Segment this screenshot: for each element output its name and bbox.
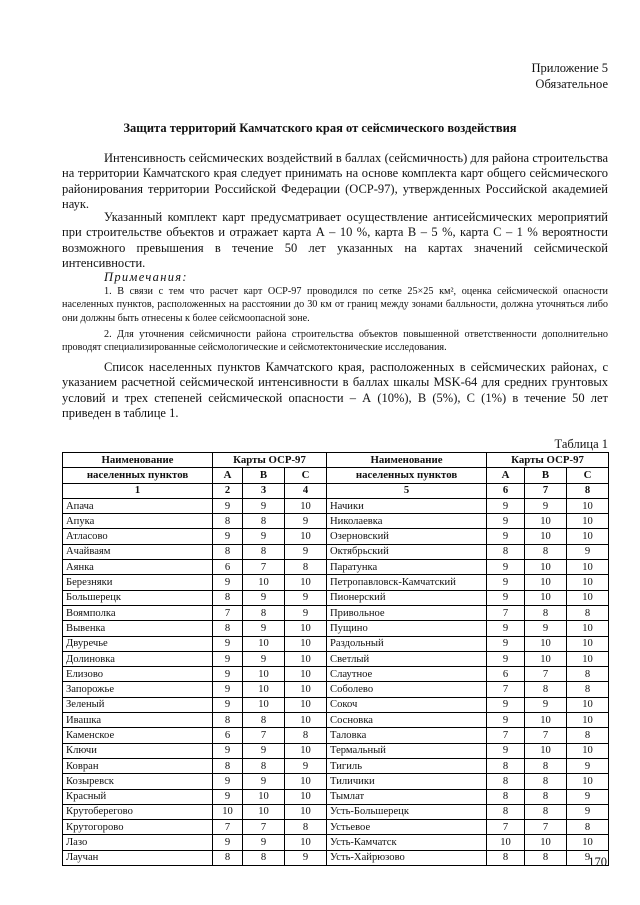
intensity-cell: 7 [487, 682, 525, 697]
settlement-name-cell: Ключи [63, 743, 213, 758]
table-row [63, 682, 609, 697]
intensity-cell: 8 [567, 728, 609, 743]
intensity-cell: 10 [525, 713, 567, 728]
intensity-cell: 10 [525, 835, 567, 850]
table-row [63, 667, 609, 682]
intensity-cell: 10 [567, 713, 609, 728]
settlement-name-cell: Тымлат [327, 789, 487, 804]
table-body [63, 483, 609, 865]
list-paragraph: Список населенных пунктов Камчатского края, расположенных в сейсмических районах, с указанием расчетной сейсмической интенсивности в баллах шкалы MSK-64 для средних грунтовых условий и трех степеней сейсмической опасности – А (10%), В (5%), С (1%) в течение 50 лет приведен в таблице 1. [62, 360, 608, 420]
intensity-cell: 10 [243, 575, 285, 590]
intensity-cell: 10 [567, 560, 609, 575]
settlement-name-cell: Ивашка [63, 713, 213, 728]
intensity-cell: 10 [243, 667, 285, 682]
table-row [63, 651, 609, 666]
intensity-cell: 9 [243, 743, 285, 758]
settlement-name-cell: Апача [63, 498, 213, 513]
settlement-name-cell: Петропавловск-Камчатский [327, 575, 487, 590]
settlement-name-cell: Лазо [63, 835, 213, 850]
intensity-cell: 8 [525, 804, 567, 819]
intensity-cell: 9 [487, 575, 525, 590]
settlement-name-cell: Усть-Большерецк [327, 804, 487, 819]
settlement-name-cell: Большерецк [63, 590, 213, 605]
settlement-name-cell: Вывенка [63, 621, 213, 636]
intensity-cell: 9 [243, 590, 285, 605]
intensity-cell: 7 [213, 605, 243, 620]
name-header-right: Наименование [327, 453, 487, 468]
intensity-cell: 10 [285, 804, 327, 819]
intensity-cell: 8 [213, 713, 243, 728]
col-c-header: С [285, 468, 327, 483]
intensity-cell: 9 [487, 514, 525, 529]
settlement-name-cell: Сосновка [327, 713, 487, 728]
intensity-cell: 10 [525, 651, 567, 666]
page-number: 170 [588, 855, 607, 869]
intensity-cell: 10 [243, 804, 285, 819]
intensity-cell: 10 [285, 651, 327, 666]
intensity-cell: 10 [243, 682, 285, 697]
intensity-cell: 8 [213, 590, 243, 605]
settlement-name-cell: Воямполка [63, 605, 213, 620]
table-row [63, 835, 609, 850]
intensity-cell: 9 [487, 621, 525, 636]
table-row [63, 820, 609, 835]
intensity-cell: 10 [243, 789, 285, 804]
intensity-cell: 9 [285, 590, 327, 605]
settlement-name-cell: Крутоберегово [63, 804, 213, 819]
intensity-cell: 8 [285, 728, 327, 743]
table-row [63, 498, 609, 513]
col-a-header: А [213, 468, 243, 483]
intensity-cell: 9 [487, 651, 525, 666]
intensity-cell: 9 [487, 529, 525, 544]
intensity-cell: 10 [285, 667, 327, 682]
intensity-cell: 10 [285, 575, 327, 590]
index-cell: 2 [213, 483, 243, 498]
table-row [63, 728, 609, 743]
index-cell: 7 [525, 483, 567, 498]
table-row [63, 774, 609, 789]
col-c-header: С [567, 468, 609, 483]
settlement-name-cell: Козыревск [63, 774, 213, 789]
intensity-cell: 10 [525, 575, 567, 590]
settlement-name-cell: Николаевка [327, 514, 487, 529]
intensity-cell: 9 [487, 636, 525, 651]
intensity-cell: 9 [567, 804, 609, 819]
intensity-cell: 10 [525, 743, 567, 758]
intensity-cell: 8 [487, 804, 525, 819]
intro-paragraph: Интенсивность сейсмических воздействий в баллах (сейсмичность) для района строительства на территории Камчатского края следует принимать на основе комплекта карт общего сейсмического районирования территории Российской Федерации (ОСР-97), утвержденных Российской академией наук. [62, 151, 608, 211]
intensity-cell: 9 [487, 713, 525, 728]
intensity-cell: 8 [487, 774, 525, 789]
intensity-cell: 9 [567, 789, 609, 804]
intensity-cell: 10 [567, 498, 609, 513]
table-index-row [63, 483, 609, 498]
intensity-cell: 10 [567, 514, 609, 529]
intensity-cell: 8 [525, 605, 567, 620]
settlement-name-cell: Светлый [327, 651, 487, 666]
intensity-cell: 8 [567, 820, 609, 835]
intensity-cell: 9 [487, 697, 525, 712]
intensity-cell: 7 [243, 820, 285, 835]
table-row [63, 789, 609, 804]
settlement-name-cell: Озерновский [327, 529, 487, 544]
settlement-name-cell: Таловка [327, 728, 487, 743]
settlement-name-cell: Зеленый [63, 697, 213, 712]
intensity-cell: 10 [567, 636, 609, 651]
intensity-cell: 8 [213, 758, 243, 773]
intensity-cell: 10 [285, 743, 327, 758]
maps-paragraph: Указанный комплект карт предусматривает осуществление антисейсмических мероприятий при строительстве объектов и отражает карта А – 10 %, карта В – 5 %, карта С – 1 % вероятности возможного превышения в течение 50 лет указанных на картах значений сейсмической интенсивности. [62, 210, 608, 270]
intensity-cell: 8 [243, 514, 285, 529]
intensity-cell: 10 [567, 651, 609, 666]
settlement-name-cell: Усть-Хайрюзово [327, 850, 487, 865]
intensity-cell: 9 [213, 636, 243, 651]
intensity-cell: 8 [213, 514, 243, 529]
settlement-name-cell: Пущино [327, 621, 487, 636]
intensity-cell: 8 [567, 682, 609, 697]
table-row [63, 544, 609, 559]
intensity-cell: 10 [285, 621, 327, 636]
settlement-name-cell: Тигиль [327, 758, 487, 773]
table-row [63, 590, 609, 605]
table-row [63, 575, 609, 590]
intensity-cell: 9 [525, 621, 567, 636]
intensity-cell: 8 [243, 758, 285, 773]
intensity-cell: 9 [487, 498, 525, 513]
intensity-cell: 10 [285, 636, 327, 651]
col-a-header: А [487, 468, 525, 483]
settlement-name-cell: Лаучан [63, 850, 213, 865]
settlement-name-cell: Каменское [63, 728, 213, 743]
settlement-name-cell: Термальный [327, 743, 487, 758]
intensity-cell: 9 [213, 774, 243, 789]
settlement-name-cell: Березняки [63, 575, 213, 590]
intensity-cell: 10 [567, 774, 609, 789]
intensity-cell: 7 [243, 728, 285, 743]
intensity-cell: 9 [243, 651, 285, 666]
intensity-cell: 10 [285, 713, 327, 728]
col-b-header: В [525, 468, 567, 483]
intensity-cell: 9 [243, 621, 285, 636]
intensity-cell: 7 [213, 820, 243, 835]
maps-header-left: Карты ОСР-97 [213, 453, 327, 468]
intensity-cell: 9 [213, 697, 243, 712]
settlement-name-cell: Усть-Камчатск [327, 835, 487, 850]
intensity-cell: 10 [567, 835, 609, 850]
settlement-name-cell: Аянка [63, 560, 213, 575]
settlement-name-cell: Ачайваям [63, 544, 213, 559]
intensity-cell: 10 [285, 529, 327, 544]
intensity-cell: 10 [525, 514, 567, 529]
intensity-cell: 10 [243, 697, 285, 712]
note-1: 1. В связи с тем что расчет карт ОСР-97 проводился по сетке 25×25 км², оценка сейсмической опасности населенных пунктов, расположенных на расстоянии до 30 км от границ между зонами балльности, должна уточняться либо они должны быть отнесены к более сейсмоопасной зоне. [62, 286, 608, 324]
intensity-cell: 8 [243, 850, 285, 865]
settlement-name-cell: Елизово [63, 667, 213, 682]
intensity-cell: 10 [285, 498, 327, 513]
intensity-cell: 9 [213, 667, 243, 682]
intensity-cell: 10 [285, 789, 327, 804]
intensity-cell: 6 [213, 560, 243, 575]
intensity-cell: 9 [285, 605, 327, 620]
intensity-cell: 8 [243, 605, 285, 620]
table-row [63, 697, 609, 712]
settlement-name-cell: Устьевое [327, 820, 487, 835]
intensity-cell: 10 [567, 743, 609, 758]
col-b-header: В [243, 468, 285, 483]
document-title: Защита территорий Камчатского края от сейсмического воздействия [123, 121, 517, 135]
intensity-cell: 8 [525, 789, 567, 804]
intensity-cell: 8 [567, 605, 609, 620]
intensity-cell: 9 [487, 590, 525, 605]
intensity-cell: 9 [213, 529, 243, 544]
intensity-cell: 8 [487, 544, 525, 559]
table-row [63, 804, 609, 819]
intensity-cell: 10 [567, 575, 609, 590]
table-header-row [63, 453, 609, 468]
intensity-cell: 7 [243, 560, 285, 575]
intensity-cell: 7 [487, 820, 525, 835]
name-header-left: Наименование [63, 453, 213, 468]
intensity-cell: 10 [567, 697, 609, 712]
table-row [63, 529, 609, 544]
table-row [63, 605, 609, 620]
table-caption: Таблица 1 [554, 437, 608, 451]
settlement-name-cell: Привольное [327, 605, 487, 620]
intensity-cell: 10 [285, 682, 327, 697]
index-cell: 5 [327, 483, 487, 498]
intensity-cell: 10 [213, 804, 243, 819]
intensity-cell: 9 [285, 758, 327, 773]
table-row [63, 560, 609, 575]
intensity-cell: 10 [525, 636, 567, 651]
index-cell: 6 [487, 483, 525, 498]
intensity-cell: 7 [487, 605, 525, 620]
settlement-name-cell: Соболево [327, 682, 487, 697]
intensity-cell: 9 [285, 544, 327, 559]
intensity-cell: 10 [285, 697, 327, 712]
intensity-cell: 9 [243, 835, 285, 850]
index-cell: 1 [63, 483, 213, 498]
intensity-cell: 8 [213, 621, 243, 636]
appendix-header [532, 60, 608, 92]
settlement-name-cell: Запорожье [63, 682, 213, 697]
intensity-cell: 8 [285, 820, 327, 835]
intensity-cell: 10 [567, 621, 609, 636]
intensity-cell: 9 [567, 850, 609, 865]
intensity-cell: 8 [243, 713, 285, 728]
intensity-cell: 8 [525, 544, 567, 559]
notes-heading: Примечания: [104, 270, 188, 284]
settlement-name-cell: Тиличики [327, 774, 487, 789]
intensity-cell: 9 [213, 789, 243, 804]
settlement-name-cell: Сокоч [327, 697, 487, 712]
intensity-cell: 6 [213, 728, 243, 743]
intensity-cell: 9 [567, 758, 609, 773]
intensity-cell: 10 [487, 835, 525, 850]
intensity-cell: 9 [213, 743, 243, 758]
intensity-cell: 9 [525, 498, 567, 513]
settlement-name-cell: Атласово [63, 529, 213, 544]
intensity-cell: 9 [487, 743, 525, 758]
table-row [63, 636, 609, 651]
intensity-cell: 8 [487, 850, 525, 865]
intensity-cell: 7 [487, 728, 525, 743]
settlement-name-cell: Красный [63, 789, 213, 804]
intensity-cell: 9 [243, 498, 285, 513]
intensity-cell: 8 [487, 789, 525, 804]
settlement-name-cell: Долиновка [63, 651, 213, 666]
index-cell: 4 [285, 483, 327, 498]
intensity-cell: 9 [525, 697, 567, 712]
table-row [63, 743, 609, 758]
intensity-cell: 8 [213, 544, 243, 559]
intensity-cell: 9 [487, 560, 525, 575]
intensity-cell: 9 [285, 514, 327, 529]
intensity-cell: 10 [567, 529, 609, 544]
intensity-cell: 9 [213, 651, 243, 666]
intensity-cell: 8 [525, 682, 567, 697]
intensity-cell: 8 [487, 758, 525, 773]
table-row [63, 713, 609, 728]
intensity-cell: 6 [487, 667, 525, 682]
intensity-cell: 8 [525, 774, 567, 789]
maps-header-right: Карты ОСР-97 [487, 453, 609, 468]
intensity-cell: 9 [213, 575, 243, 590]
settlement-name-cell: Паратунка [327, 560, 487, 575]
name-subheader-right: населенных пунктов [327, 468, 487, 483]
intensity-cell: 9 [285, 850, 327, 865]
settlement-name-cell: Апука [63, 514, 213, 529]
intensity-cell: 8 [213, 850, 243, 865]
intensity-cell: 9 [213, 682, 243, 697]
settlement-name-cell: Двуречье [63, 636, 213, 651]
intensity-cell: 8 [567, 667, 609, 682]
intensity-cell: 10 [243, 636, 285, 651]
intensity-cell: 10 [567, 590, 609, 605]
intensity-cell: 9 [243, 774, 285, 789]
table-subheader-row [63, 468, 609, 483]
table-row [63, 758, 609, 773]
intensity-cell: 9 [213, 498, 243, 513]
settlement-name-cell: Раздольный [327, 636, 487, 651]
appendix-label: Приложение 5 [531, 61, 608, 75]
intensity-cell: 7 [525, 728, 567, 743]
note-2: 2. Для уточнения сейсмичности района строительства объектов повышенной ответственности дополнительно проводят специализированные сейсмологические и сейсмотектонические исследования. [62, 329, 608, 354]
intensity-cell: 7 [525, 667, 567, 682]
name-subheader-left: населенных пунктов [63, 468, 213, 483]
settlements-table [62, 452, 609, 866]
intensity-cell: 10 [525, 590, 567, 605]
table-row [63, 850, 609, 865]
settlement-name-cell: Пионерский [327, 590, 487, 605]
index-cell: 3 [243, 483, 285, 498]
intensity-cell: 8 [525, 850, 567, 865]
intensity-cell: 10 [285, 835, 327, 850]
intensity-cell: 9 [213, 835, 243, 850]
intensity-cell: 8 [525, 758, 567, 773]
intensity-cell: 10 [525, 529, 567, 544]
table-row [63, 621, 609, 636]
index-cell: 8 [567, 483, 609, 498]
intensity-cell: 10 [525, 560, 567, 575]
intensity-cell: 9 [567, 544, 609, 559]
settlement-name-cell: Начики [327, 498, 487, 513]
settlement-name-cell: Крутогорово [63, 820, 213, 835]
settlement-name-cell: Ковран [63, 758, 213, 773]
intensity-cell: 8 [243, 544, 285, 559]
table-row [63, 514, 609, 529]
intensity-cell: 8 [285, 560, 327, 575]
intensity-cell: 10 [285, 774, 327, 789]
intensity-cell: 7 [525, 820, 567, 835]
settlement-name-cell: Октябрьский [327, 544, 487, 559]
intensity-cell: 9 [243, 529, 285, 544]
appendix-status: Обязательное [535, 77, 608, 91]
settlement-name-cell: Слаутное [327, 667, 487, 682]
